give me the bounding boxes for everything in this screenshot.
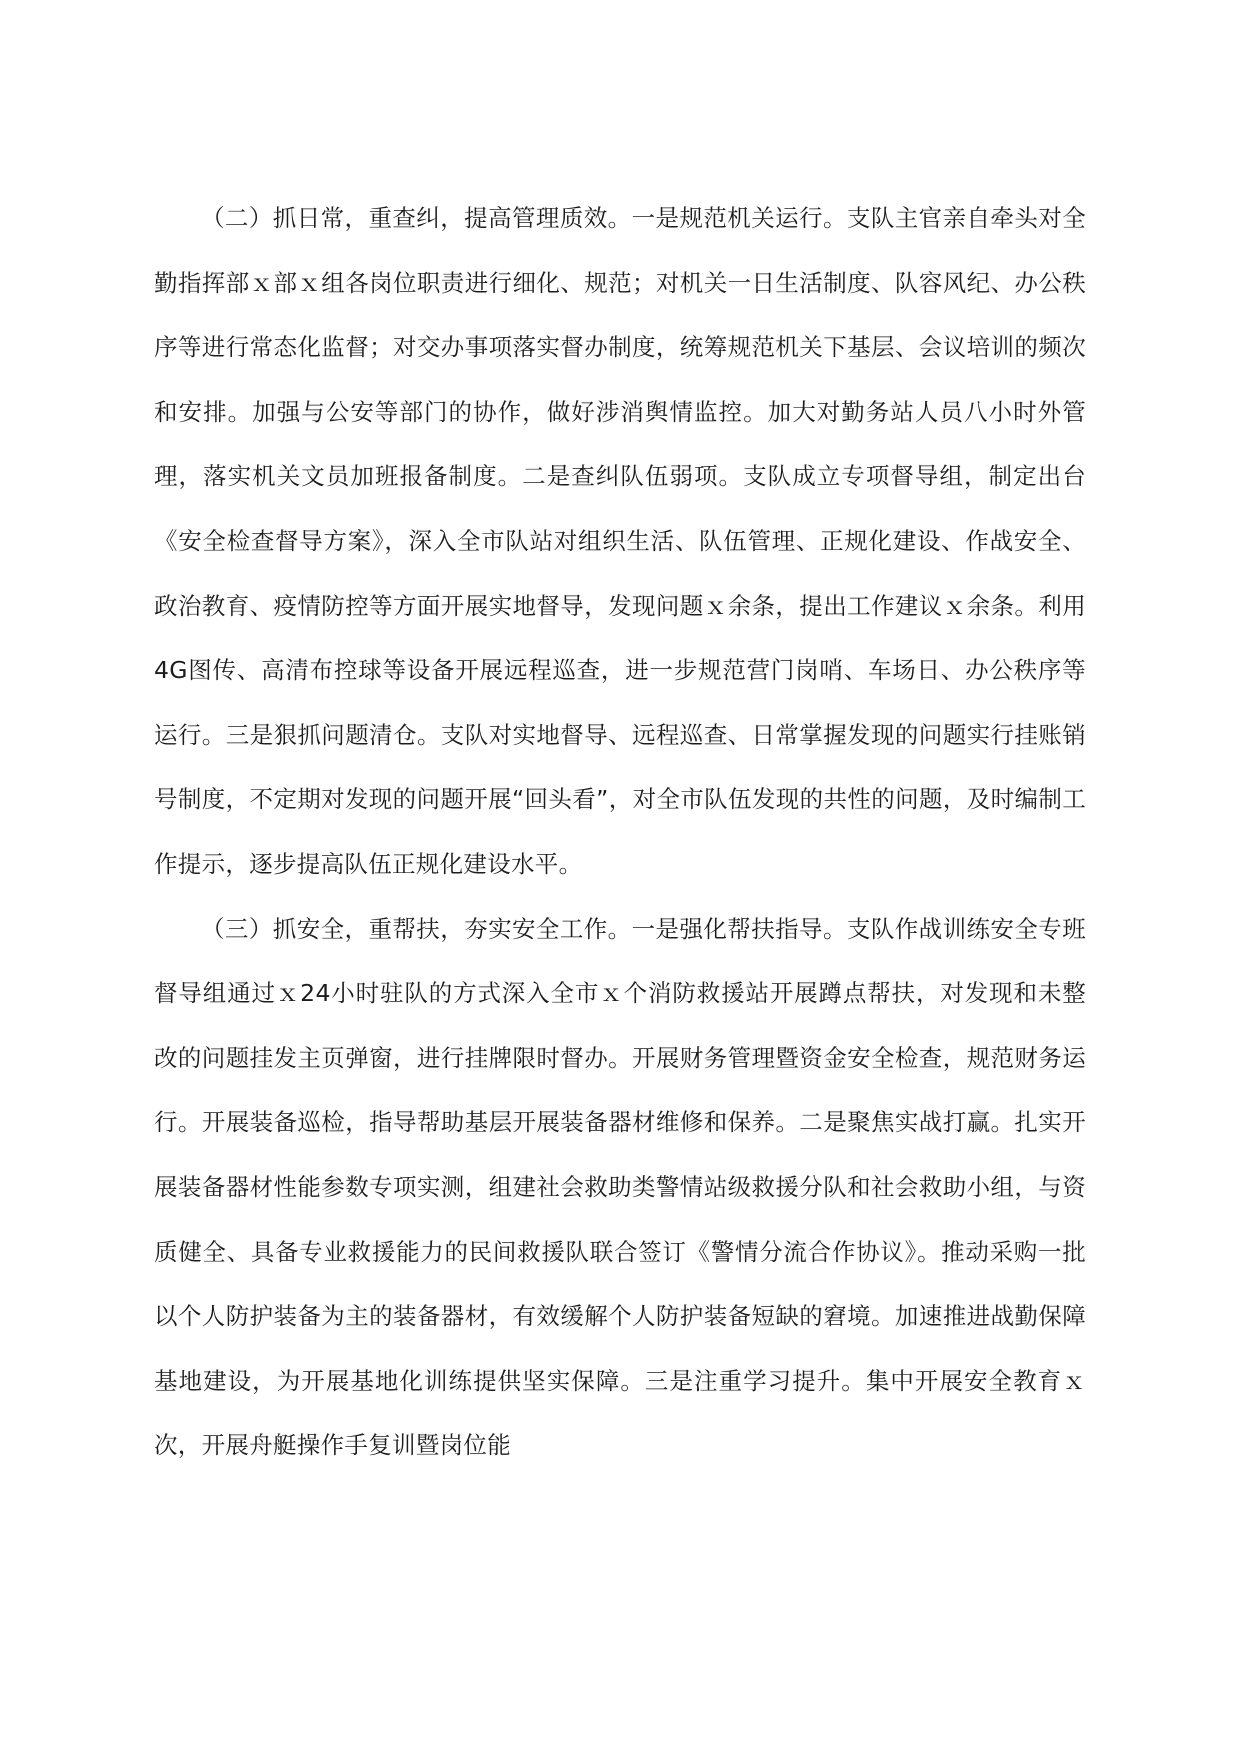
paragraph-safety: （三）抓安全，重帮扶，夯实安全工作。一是强化帮扶指导。支队作战训练安全专班督导组通过ｘ24小时驻队的方式深入全市ｘ个消防救援站开展蹲点帮扶，对发现和未整改的问题挂发主页弹窗，进行挂牌限时督办。开展财务管理暨资金安全检查，规范财务运行。开展装备巡检，指导帮助基层开展装备器材维修和保养。二是聚焦实战打赢。扎实开展装备器材性能参数专项实测，组建社会救助类警情站级救援分队和社会救助小组，与资质健全、具备专业救援能力的民间救援队联合签订《警情分流合作协议》。推动采购一批以个人防护装备为主的装备器材，有效缓解个人防护装备短缺的窘境。加速推进战勤保障基地建设，为开展基地化训练提供坚实保障。三是注重学习提升。集中开展安全教育ｘ次，开展舟艇操作手复训暨岗位能	[154, 914, 1086, 1460]
document-body	[154, 186, 1086, 1478]
paragraph-management: （二）抓日常，重查纠，提高管理质效。一是规范机关运行。支队主官亲自牵头对全勤指挥部ｘ部ｘ组各岗位职责进行细化、规范；对机关一日生活制度、队容风纪、办公秩序等进行常态化监督；对交办事项落实督办制度，统筹规范机关下基层、会议培训的频次和安排。加强与公安等部门的协作，做好涉消舆情监控。加大对勤务站人员八小时外管理，落实机关文员加班报备制度。二是查纠队伍弱项。支队成立专项督导组，制定出台《安全检查督导方案》，深入全市队站对组织生活、队伍管理、正规化建设、作战安全、政治教育、疫情防控等方面开展实地督导，发现问题ｘ余条，提出工作建议ｘ余条。利用4G图传、高清布控球等设备开展远程巡查，进一步规范营门岗哨、车场日、办公秩序等运行。三是狠抓问题清仓。支队对实地督导、远程巡查、日常掌握发现的问题实行挂账销号制度，不定期对发现的问题开展“回头看”，对全市队伍发现的共性的问题，及时编制工作提示，逐步提高队伍正规化建设水平。	[154, 204, 1086, 878]
